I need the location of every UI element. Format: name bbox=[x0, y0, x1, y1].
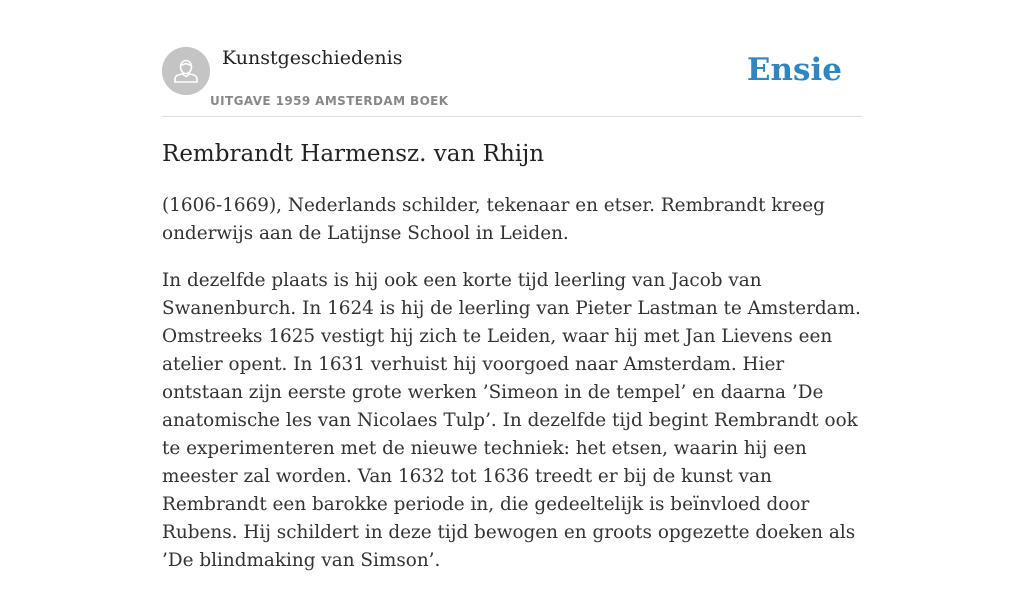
category-link[interactable]: Kunstgeschiedenis bbox=[222, 47, 403, 69]
brand-logo[interactable]: Ensie bbox=[746, 52, 842, 88]
page-title: Rembrandt Harmensz. van Rhijn bbox=[162, 141, 545, 167]
article-paragraph: In dezelfde plaats is hij ook een korte tijd leerling van Jacob van Swanenburch. In 1624 is hij de leerling van Pieter Lastman te Amsterdam. Omstreeks 1625 vestigt hij zich te Leiden, waar hij met Jan Lievens een atelier opent. In 1631 verhuist hij voorgoed naar Amsterdam. Hier ontstaan zijn eerste grote werken ’Simeon in de tempel’ en daarna ’De anatomische les van Nicolaes Tulp’. In dezelfde tijd begint Rembrandt ook te experimenteren met de nieuwe techniek: het etsen, waarin hij een meester zal worden. Van 1632 tot 1636 treedt er bij de kunst van Rembrandt een barokke periode in, die gedeeltelijk is beïnvloed door Rubens. Hij schildert in deze tijd bewogen en groots opgezette doeken als ’De blindmaking van Simson’. bbox=[162, 270, 861, 571]
user-icon[interactable] bbox=[162, 47, 210, 95]
article-body bbox=[162, 192, 862, 594]
article-paragraph: (1606-1669), Nederlands schilder, tekenaar en etser. Rembrandt kreeg onderwijs aan de Latijnse School in Leiden. bbox=[162, 195, 825, 244]
page-header bbox=[162, 46, 862, 117]
source-subtitle: UITGAVE 1959 AMSTERDAM BOEK bbox=[210, 94, 449, 108]
